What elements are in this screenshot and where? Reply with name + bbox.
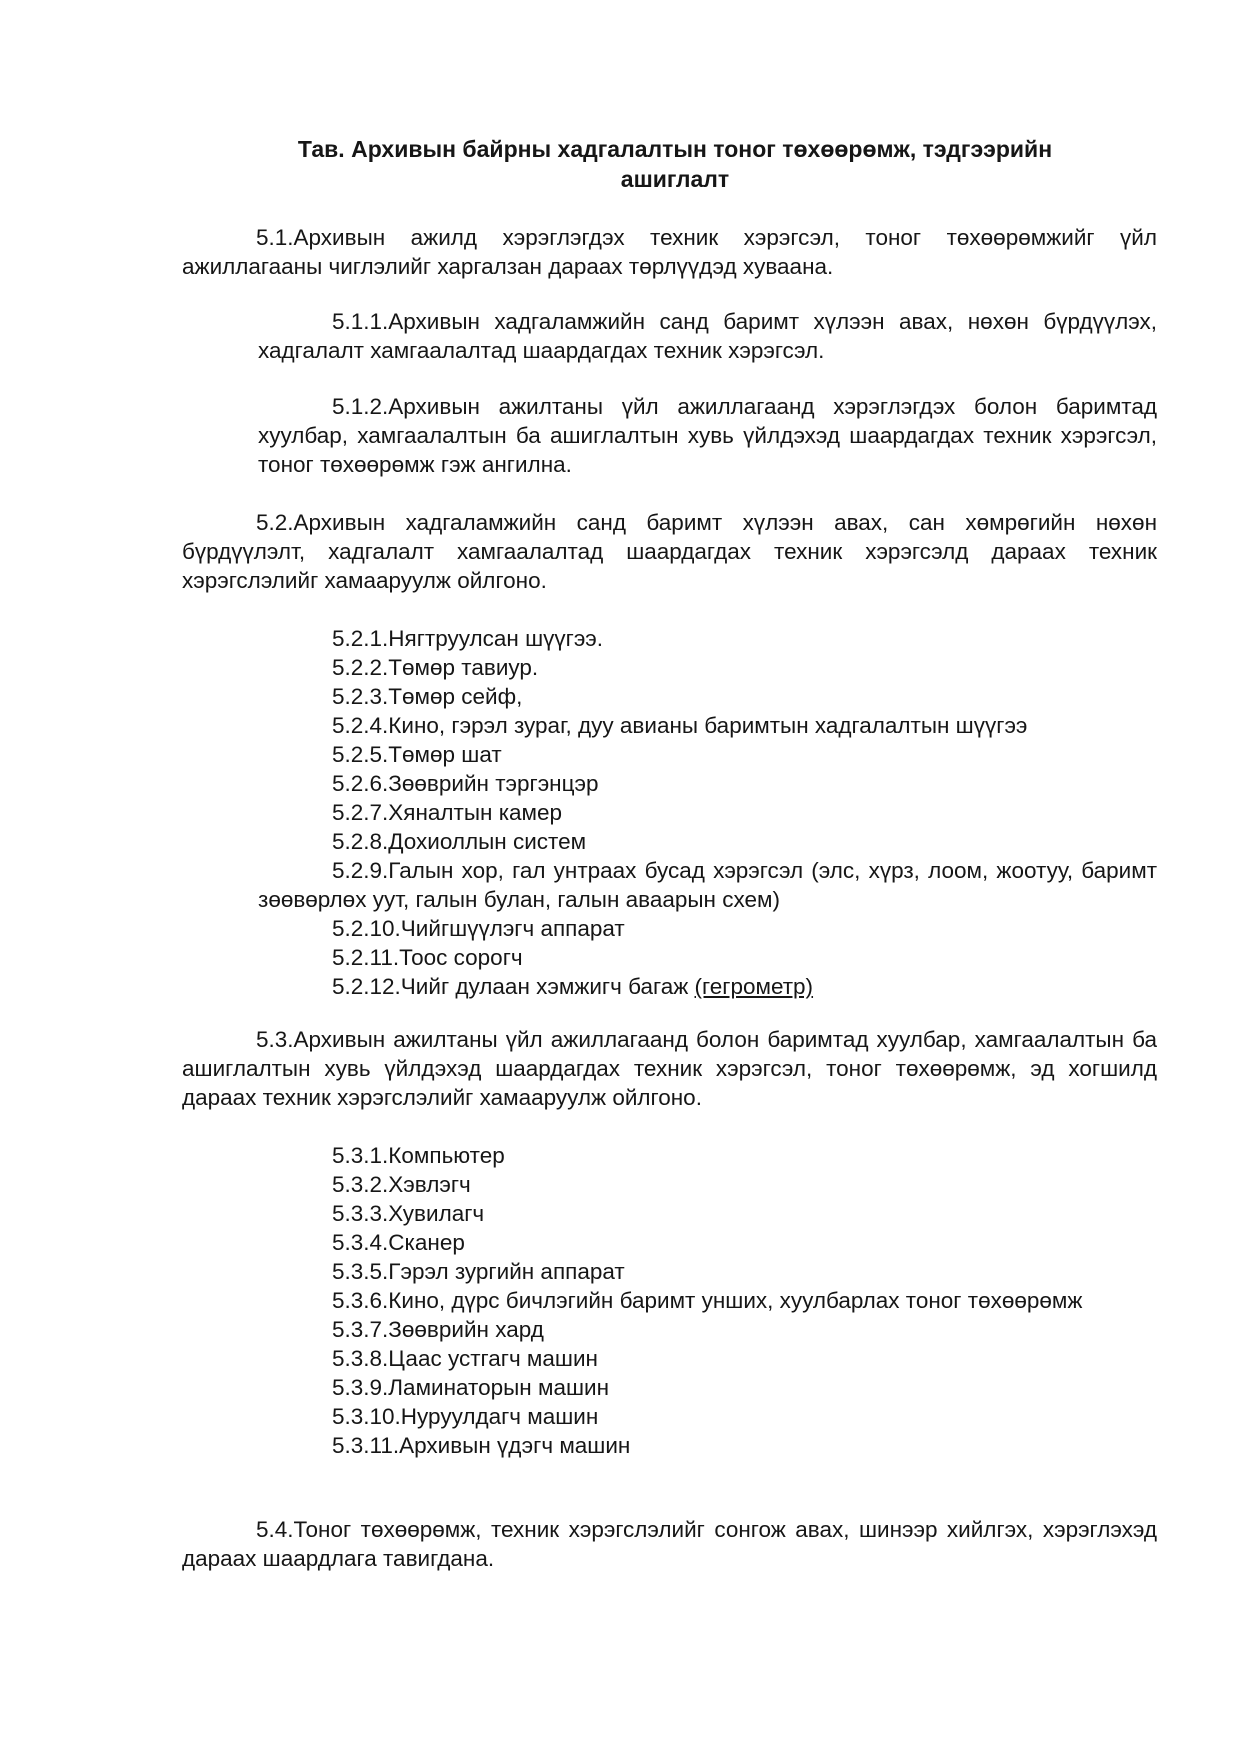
paragraph-5-3: 5.3.Архивын ажилтаны үйл ажиллагаанд болон баримтад хуулбар, хамгаалалтын ба ашиглалтын хувь үйлдэхэд шаардагдах техник хэрэгсэл, тоног төхөөрөмж, эд хогшилд дараах техник хэрэгслэлийг хамааруулж ойлгоно. (182, 1027, 1157, 1110)
list-item-text: 5.2.12.Чийг дулаан хэмжигч багаж (332, 974, 695, 999)
list-item: 5.2.3.Төмөр сейф, (332, 684, 523, 709)
list-item: 5.3.7.Зөөврийн хард (332, 1317, 544, 1342)
list-item: 5.3.3.Хувилагч (332, 1201, 485, 1226)
list-item: 5.3.1.Компьютер (332, 1143, 505, 1168)
paragraph-5-4: 5.4.Тоног төхөөрөмж, техник хэрэгслэлийг сонгож авах, шинээр хийлгэх, хэрэглэхэд дараах шаардлага тавигдана. (182, 1517, 1157, 1571)
list-5-3 (258, 1141, 1157, 1460)
list-item: 5.3.11.Архивын үдэгч машин (332, 1433, 631, 1458)
paragraph-5-1: 5.1.Архивын ажилд хэрэглэгдэх техник хэрэгсэл, тоног төхөөрөмжийг үйл ажиллагааны чиглэлийг харгалзан дараах төрлүүдэд хуваана. (182, 225, 1157, 279)
paragraph-5-1-1: 5.1.1.Архивын хадгаламжийн санд баримт хүлээн авах, нөхөн бүрдүүлэх, хадгалалт хамгаалалтад шаардагдах техник хэрэгсэл. (258, 309, 1157, 363)
paragraph-5-1-2: 5.1.2.Архивын ажилтаны үйл ажиллагаанд хэрэглэгдэх болон баримтад хуулбар, хамгаалалтын ба ашиглалтын хувь үйлдэхэд шаардагдах техник хэрэгсэл, тоног төхөөрөмж гэж ангилна. (258, 394, 1157, 477)
list-item: 5.2.11.Тоос сорогч (332, 945, 523, 970)
list-item: 5.3.2.Хэвлэгч (332, 1172, 471, 1197)
list-item: 5.3.9.Ламинаторын машин (332, 1375, 610, 1400)
list-item: 5.2.9.Галын хор, гал унтраах бусад хэрэгсэл (элс, хүрз, лоом, жоотуу, баримт зөөвөрлөх уут, галын булан, галын аваарын схем) (258, 858, 1157, 912)
section-title-line1: Тав. Архивын байрны хадгалалтын тоног төхөөрөмж, тэдгээрийн (297, 136, 1053, 162)
list-item: 5.2.2.Төмөр тавиур. (332, 655, 539, 680)
list-item: 5.3.6.Кино, дүрс бичлэгийн баримт унших, хуулбарлах тоног төхөөрөмж (332, 1288, 1083, 1313)
list-item: 5.2.7.Хяналтын камер (332, 800, 563, 825)
list-item: 5.2.6.Зөөврийн тэргэнцэр (332, 771, 599, 796)
section-title-line2: ашиглалт (620, 166, 730, 192)
paragraph-5-2: 5.2.Архивын хадгаламжийн санд баримт хүлээн авах, сан хөмрөгийн нөхөн бүрдүүлэлт, хадгалалт хамгаалалтад шаардагдах техник хэрэгсэлд дараах техник хэрэгслэлийг хамааруулж ойлгоно. (182, 510, 1157, 593)
list-item: 5.2.10.Чийгшүүлэгч аппарат (332, 916, 625, 941)
list-item: 5.3.5.Гэрэл зургийн аппарат (332, 1259, 625, 1284)
list-item: 5.2.5.Төмөр шат (332, 742, 502, 767)
section-title (250, 134, 1100, 194)
list-item: 5.2.4.Кино, гэрэл зураг, дуу авианы баримтын хадгалалтын шүүгээ (332, 713, 1028, 738)
list-5-2 (258, 624, 1157, 1001)
list-item: 5.3.4.Сканер (332, 1230, 465, 1255)
list-item: 5.2.1.Нягтруулсан шүүгээ. (332, 626, 604, 651)
underlined-term: (гегрометр) (694, 974, 814, 999)
list-item: 5.3.10.Нуруулдагч машин (332, 1404, 599, 1429)
list-item: 5.2.8.Дохиоллын систем (332, 829, 587, 854)
list-item: 5.3.8.Цаас устгагч машин (332, 1346, 598, 1371)
list-item-5-2-12 (258, 972, 1157, 1001)
